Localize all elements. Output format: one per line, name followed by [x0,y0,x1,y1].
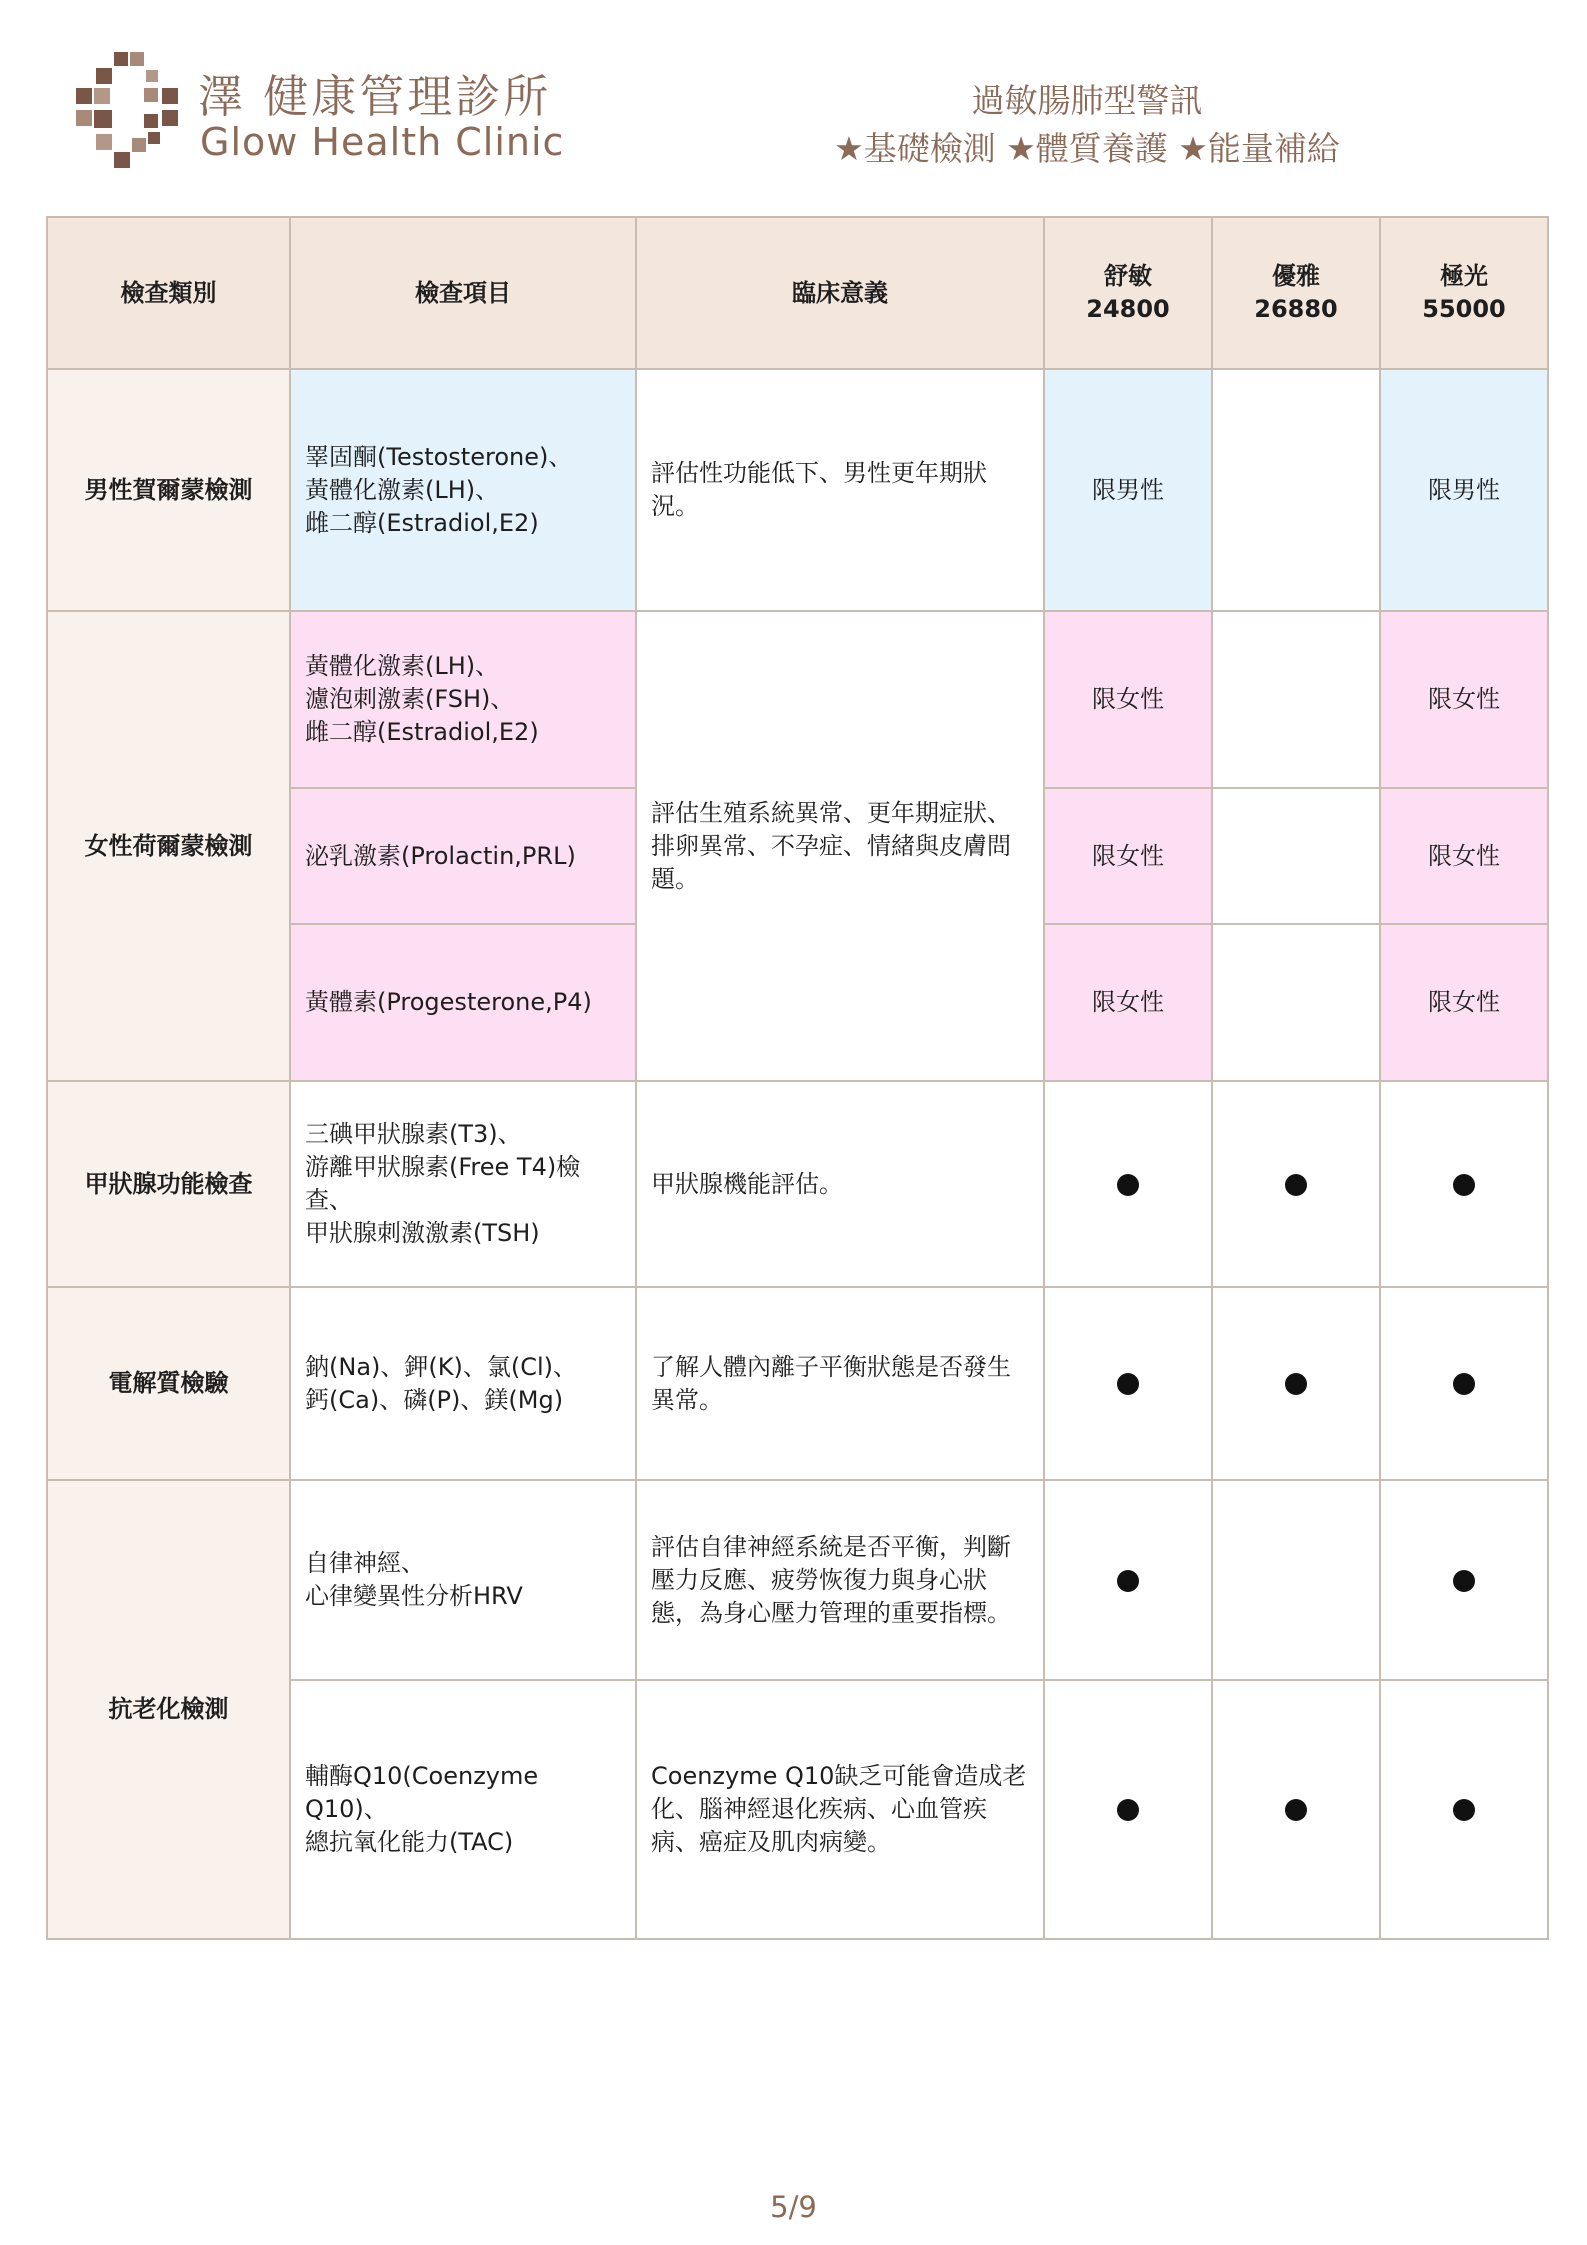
plan-mark-cell: 限男性 [1380,369,1548,611]
plan-mark-cell: 限女性 [1380,611,1548,788]
item-cell [290,1081,636,1287]
included-dot-icon [1453,1174,1475,1196]
item-line: 黃體素(Progesterone,P4) [305,988,592,1016]
meaning-cell: 評估性功能低下、男性更年期狀況。 [636,369,1044,611]
package-title: 過敏腸肺型警訊 [971,81,1203,120]
header-meaning: 臨床意義 [636,217,1044,369]
included-dot-icon [1453,1570,1475,1592]
category-cell: 女性荷爾蒙檢測 [47,611,290,1081]
item-line: 心律變異性分析HRV [305,1582,523,1610]
category-cell: 抗老化檢測 [47,1480,290,1939]
item-line: 雌二醇(Estradiol,E2) [305,508,539,537]
plan-mark-cell [1212,369,1380,611]
item-cell [290,788,636,924]
clinic-logo-icon [72,52,184,170]
meaning-cell: 評估自律神經系統是否平衡，判斷壓力反應、疲勞恢復力與身心狀態，為身心壓力管理的重要指標。 [636,1480,1044,1680]
table-row [47,1081,1548,1287]
table-row [47,1287,1548,1480]
header-plan [1380,217,1548,369]
table-row [47,611,1548,788]
category-cell: 甲狀腺功能檢查 [47,1081,290,1287]
plan-price: 24800 [1086,295,1170,323]
included-dot-icon [1285,1799,1307,1821]
item-line: 甲狀腺刺激激素(TSH) [305,1219,540,1247]
plan-name: 極光 [1440,262,1488,290]
table-row [47,369,1548,611]
header-plan [1212,217,1380,369]
included-dot-icon [1117,1373,1139,1395]
plan-mark-cell: 限女性 [1044,788,1212,924]
included-dot-icon [1117,1570,1139,1592]
included-dot-icon [1117,1174,1139,1196]
plan-mark-cell [1380,1287,1548,1480]
plan-mark-cell [1380,1480,1548,1680]
included-dot-icon [1285,1373,1307,1395]
item-line: 黃體化激素(LH)、 [305,652,500,680]
meaning-cell: 甲狀腺機能評估。 [636,1081,1044,1287]
package-heading [777,78,1397,174]
plan-mark-cell [1380,1680,1548,1939]
item-line: 濾泡刺激素(FSH)、 [305,685,515,713]
plan-price: 55000 [1422,295,1506,323]
included-dot-icon [1117,1799,1139,1821]
item-line: 總抗氧化能力(TAC) [305,1828,514,1856]
included-dot-icon [1453,1799,1475,1821]
clinic-name-chinese: 澤 健康管理診所 [198,70,552,123]
plan-price: 26880 [1254,295,1338,323]
item-line: 游離甲狀腺素(Free T4)檢查、 [305,1153,581,1214]
item-cell [290,1287,636,1480]
item-cell [290,369,636,611]
item-line: 輔酶Q10(Coenzyme Q10)、 [305,1762,539,1823]
included-dot-icon [1453,1373,1475,1395]
table-row [47,1480,1548,1680]
category-cell: 電解質檢驗 [47,1287,290,1480]
item-line: 鈣(Ca)、磷(P)、鎂(Mg) [305,1385,564,1414]
header-category: 檢查類別 [47,217,290,369]
exam-comparison-table [46,216,1549,1940]
item-line: 黃體化激素(LH)、 [305,475,500,504]
item-cell [290,1680,636,1939]
plan-mark-cell [1044,1480,1212,1680]
plan-mark-cell: 限女性 [1044,924,1212,1081]
item-line: 三碘甲狀腺素(T3)、 [305,1120,522,1148]
meaning-cell: 評估生殖系統異常、更年期症狀、排卵異常、不孕症、情緒與皮膚問題。 [636,611,1044,1081]
plan-mark-cell [1212,611,1380,788]
item-line: 睪固酮(Testosterone)、 [305,442,573,471]
plan-name: 優雅 [1272,262,1320,290]
plan-mark-cell: 限男性 [1044,369,1212,611]
item-line: 雌二醇(Estradiol,E2) [305,718,539,746]
plan-mark-cell [1044,1680,1212,1939]
page-header [0,0,1587,200]
table-header-row [47,217,1548,369]
plan-mark-cell [1212,1480,1380,1680]
header-plan [1044,217,1212,369]
item-line: 泌乳激素(Prolactin,PRL) [305,841,576,870]
page-number: 5/9 [770,2190,817,2224]
meaning-cell: 了解人體內離子平衡狀態是否發生異常。 [636,1287,1044,1480]
item-cell [290,611,636,788]
item-line: 自律神經、 [305,1549,425,1577]
plan-mark-cell [1212,1287,1380,1480]
plan-mark-cell: 限女性 [1044,611,1212,788]
plan-mark-cell [1044,1081,1212,1287]
plan-mark-cell [1044,1287,1212,1480]
item-line: 鈉(Na)、鉀(K)、氯(Cl)、 [305,1352,578,1381]
included-dot-icon [1285,1174,1307,1196]
header-item: 檢查項目 [290,217,636,369]
plan-mark-cell [1212,1680,1380,1939]
plan-name: 舒敏 [1104,262,1152,290]
plan-mark-cell [1380,1081,1548,1287]
item-cell [290,924,636,1081]
plan-mark-cell [1212,1081,1380,1287]
clinic-name-english: Glow Health Clinic [200,120,565,164]
meaning-cell: Coenzyme Q10缺乏可能會造成老化、腦神經退化疾病、心血管疾病、癌症及肌肉病變。 [636,1680,1044,1939]
plan-mark-cell: 限女性 [1380,788,1548,924]
plan-mark-cell [1212,924,1380,1081]
plan-mark-cell [1212,788,1380,924]
item-cell [290,1480,636,1680]
category-cell: 男性賀爾蒙檢測 [47,369,290,611]
plan-mark-cell: 限女性 [1380,924,1548,1081]
package-subtitle: ★基礎檢測 ★體質養護 ★能量補給 [834,129,1340,168]
